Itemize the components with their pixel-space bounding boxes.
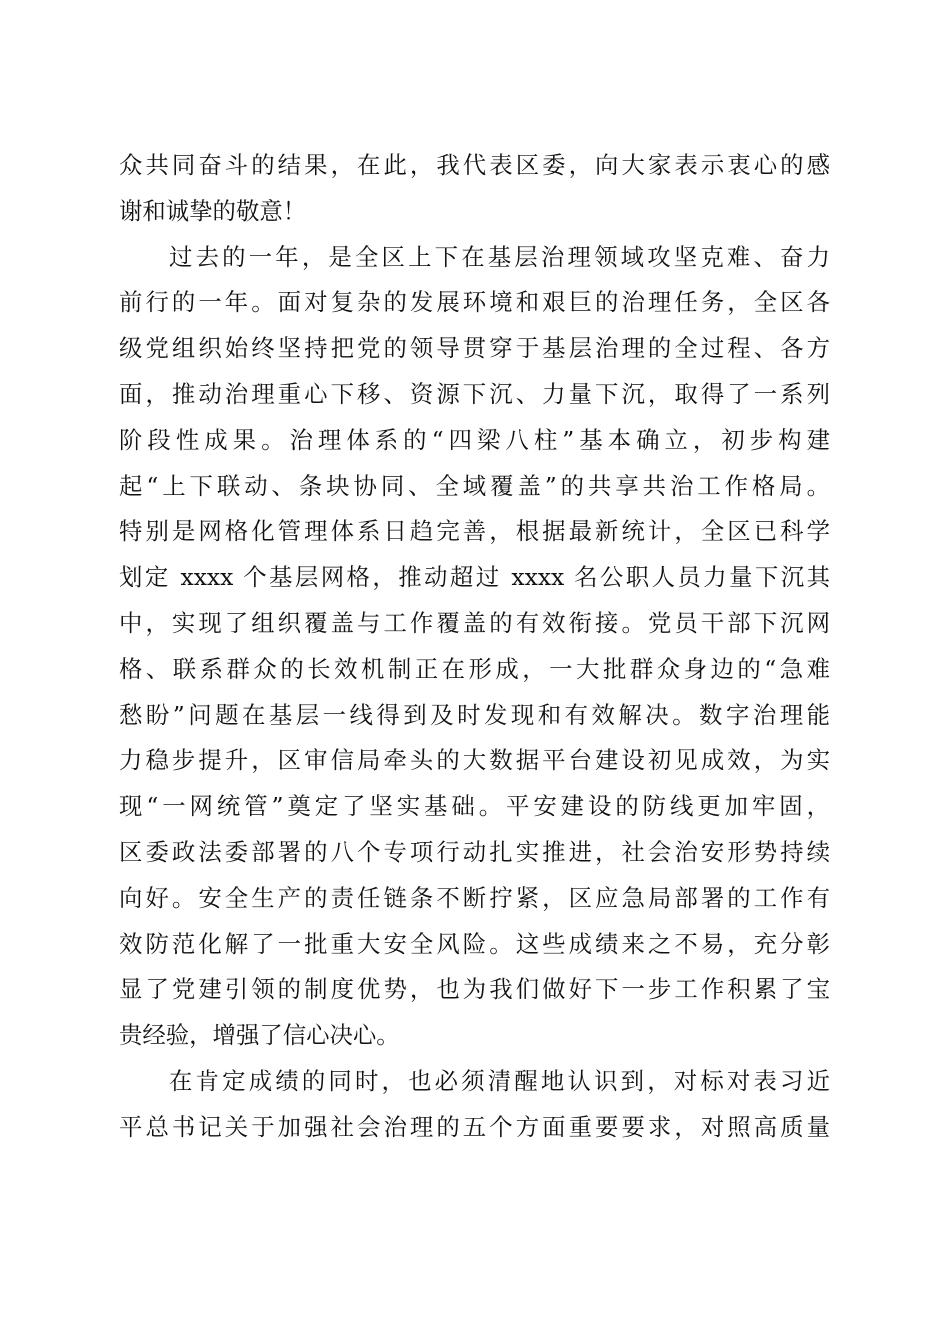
text-line: 愁盼”问题在基层一线得到及时发现和有效解决。数字治理能	[119, 700, 830, 729]
text-line: 效防范化解了一批重大安全风险。这些成绩来之不易，充分彰	[119, 929, 830, 958]
text-line: 前行的一年。面对复杂的发展环境和艰巨的治理任务，全区各	[119, 288, 830, 317]
paragraph-2	[119, 235, 830, 1059]
text-line: 格、联系群众的长效机制正在形成，一大批群众身边的“急难	[119, 654, 830, 683]
text-line: 过去的一年，是全区上下在基层治理领域攻坚克难、奋力	[169, 242, 830, 271]
text-line: 平总书记关于加强社会治理的五个方面重要要求，对照高质量	[119, 1112, 830, 1141]
text-line: 区委政法委部署的八个专项行动扎实推进，社会治安形势持续	[119, 837, 830, 866]
text-line: 在肯定成绩的同时，也必须清醒地认识到，对标对表习近	[169, 1066, 830, 1095]
paragraph-1	[119, 143, 830, 235]
text-line: 显了党建引领的制度优势，也为我们做好下一步工作积累了宝	[119, 975, 830, 1004]
text-line: 面，推动治理重心下移、资源下沉、力量下沉，取得了一系列	[119, 379, 830, 408]
paragraph-3	[119, 1059, 830, 1151]
text-line: 谢和诚挚的敬意！	[119, 196, 307, 225]
text-line: 划定 xxxx 个基层网格，推动超过 xxxx 名公职人员力量下沉其	[119, 563, 830, 592]
text-line: 现“一网统管”奠定了坚实基础。平安建设的防线更加牢固，	[119, 792, 830, 821]
text-line: 级党组织始终坚持把党的领导贯穿于基层治理的全过程、各方	[119, 334, 830, 363]
text-line: 阶段性成果。治理体系的“四梁八柱”基本确立，初步构建	[119, 425, 830, 454]
text-line: 中，实现了组织覆盖与工作覆盖的有效衔接。党员干部下沉网	[119, 608, 830, 637]
text-line: 向好。安全生产的责任链条不断拧紧，区应急局部署的工作有	[119, 883, 830, 912]
text-line: 力稳步提升，区审信局牵头的大数据平台建设初见成效，为实	[119, 746, 830, 775]
text-line: 起“上下联动、条块协同、全域覆盖”的共享共治工作格局。	[119, 471, 830, 500]
body-text	[119, 143, 830, 1151]
text-line: 特别是网格化管理体系日趋完善，根据最新统计，全区已科学	[119, 517, 830, 546]
text-line: 众共同奋斗的结果，在此，我代表区委，向大家表示衷心的感	[119, 151, 830, 179]
text-line: 贵经验，增强了信心决心。	[119, 1021, 400, 1050]
